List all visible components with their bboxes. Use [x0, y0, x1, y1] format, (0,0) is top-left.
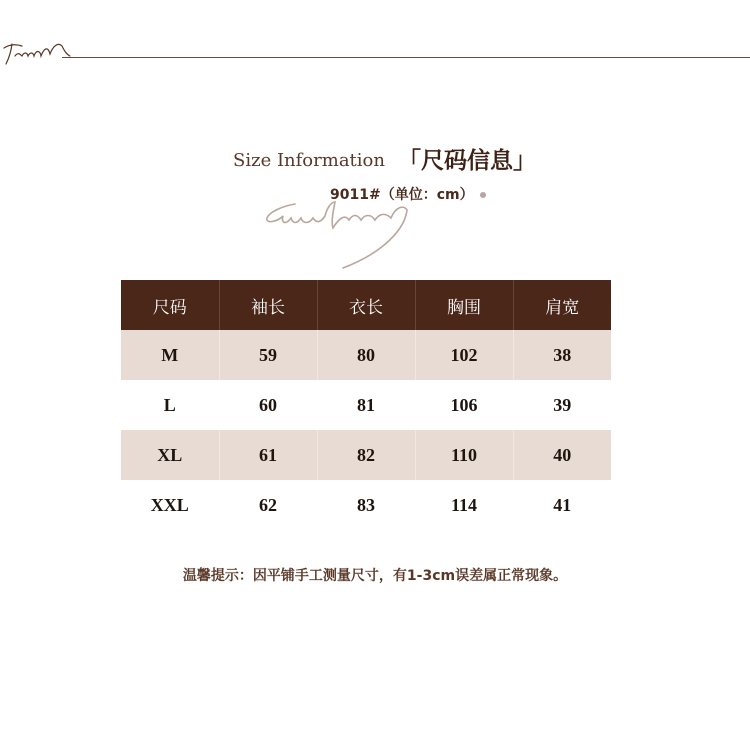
column-header-size: 尺码 [121, 280, 219, 330]
signature-top-icon [0, 34, 80, 68]
table-cell: 102 [415, 330, 513, 380]
table-row [121, 330, 611, 380]
table-row [121, 380, 611, 430]
table-cell: 80 [317, 330, 415, 380]
table-cell: 40 [513, 430, 611, 480]
measurement-note: 温馨提示：因平铺手工测量尺寸，有1-3cm误差属正常现象。 [182, 568, 568, 584]
top-divider [62, 57, 750, 58]
column-header-chest: 胸围 [415, 280, 513, 330]
size-table [121, 280, 611, 530]
signature-mid-icon [255, 188, 415, 272]
table-cell: XL [121, 430, 219, 480]
column-header-length: 衣长 [317, 280, 415, 330]
table-cell: 81 [317, 380, 415, 430]
table-cell: 114 [415, 480, 513, 530]
table-header-row [121, 280, 611, 330]
table-cell: 106 [415, 380, 513, 430]
table-cell: 39 [553, 394, 572, 415]
table-cell: M [121, 330, 219, 380]
subheading-text: 9011#（单位：cm） [330, 187, 474, 203]
table-cell: 38 [513, 330, 611, 380]
table-cell: 41 [553, 494, 572, 515]
heading-english: Size Information [233, 150, 385, 171]
column-header-sleeve: 袖长 [219, 280, 317, 330]
table-cell: L [121, 380, 219, 430]
table-cell: 62 [219, 480, 317, 530]
heading-chinese: 「尺码信息」 [398, 148, 536, 174]
table-cell: 83 [317, 480, 415, 530]
table-row [121, 480, 611, 530]
table-cell: 60 [219, 380, 317, 430]
table-cell: 110 [415, 430, 513, 480]
heading [0, 140, 750, 180]
table-cell: XXL [121, 480, 219, 530]
table-cell: 59 [219, 330, 317, 380]
table-cell: 82 [317, 430, 415, 480]
table-row [121, 430, 611, 480]
column-header-shoulder: 肩宽 [513, 280, 611, 330]
dot-icon [480, 192, 486, 198]
table-cell: 61 [219, 430, 317, 480]
